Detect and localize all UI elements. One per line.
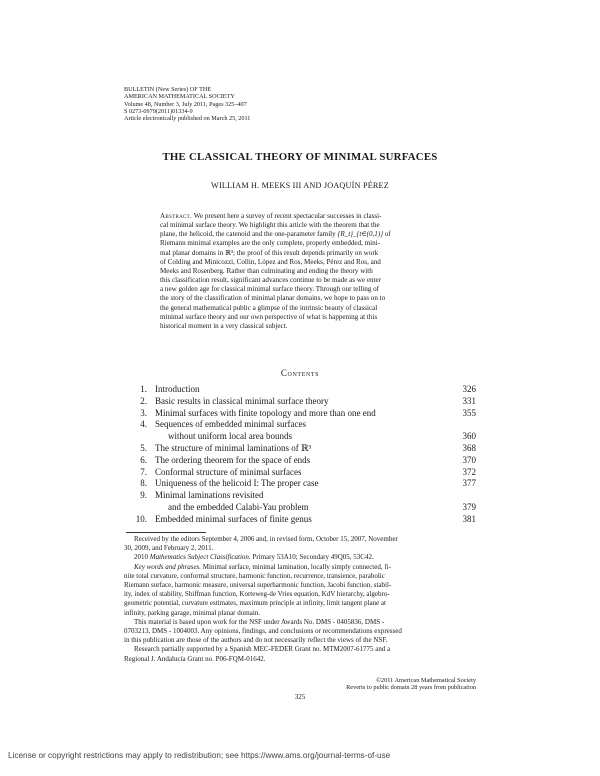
toc-entry-5[interactable] [126,443,476,455]
note-line: Riemann surface, harmonic measure, universal superharmonic function, Jacobi function, stabil- [124,581,392,590]
footnote-divider [126,532,206,533]
journal-series: BULLETIN (New Series) OF THE [124,86,212,93]
toc-entry-9[interactable] [126,490,476,502]
toc-number: 5. [140,442,147,453]
abstract-line: the story of the classification of minimal planar domains, we hope to pass on to [160,294,386,303]
keywords-note [124,563,476,618]
paper-authors: WILLIAM H. MEEKS III AND JOAQUÍN PÉREZ [211,181,389,190]
journal-header [124,86,424,122]
note-line: Minimal surface, minimal lamination, locally simply connected, fi- [202,562,391,571]
abstract-line: mal planar domains in ℝ³; the proof of this result depends primarily on work [160,248,379,257]
toc-title: Embedded minimal surfaces of finite genus [155,513,312,524]
toc-number: 2. [140,395,147,406]
toc-page: 372 [462,466,476,477]
abstract [160,212,444,331]
toc-title: Sequences of embedded minimal surfaces [155,419,306,430]
nsf-note [124,618,476,646]
msc-label: Mathematics Subject Classification. [149,553,251,562]
contents-heading: Contents [280,368,320,378]
note-line: Regional J. Andalucía Grant no. P06-FQM-01642. [124,654,266,663]
copyright-notice [346,677,476,692]
note-line: Research partially supported by a Spanish MEC-FEDER Grant no. MTM2007-61775 and a [134,645,391,654]
toc-entry-7[interactable] [126,467,476,479]
table-of-contents [126,384,476,526]
license-footer[interactable]: License or copyright restrictions may apply to redistribution; see https://www.ams.org/journal-terms-of-use [8,751,391,760]
abstract-line: Meeks and Rosenberg. Rather than culminating and ending the theory with [160,266,373,275]
toc-number: 4. [140,419,147,430]
research-note [124,645,476,663]
abstract-line: a new golden age for classical minimal surface theory. Through our telling of [160,285,380,294]
toc-entry-10[interactable] [126,514,476,526]
abstract-line: Riemann minimal examples are the only complete, properly embedded, mini- [160,239,381,248]
abstract-line: plane, the helicoid, the catenoid and the one-parameter family [160,230,336,239]
toc-title: Minimal surfaces with finite topology and more than one end [155,407,376,418]
abstract-line: historical moment in a very classical subject. [160,321,288,330]
note-line: infinity, parking garage, minimal planar domain. [124,608,261,617]
note-line: nite total curvature, conformal structure, harmonic function, recurrence, transience, parabolic [124,571,385,580]
toc-title-continued: without uniform local area bounds [168,431,292,442]
toc-title: Conformal structure of minimal surfaces [155,466,302,477]
abstract-line: the general mathematical public a glimpse of the intrinsic beauty of classical [160,303,378,312]
toc-number: 1. [140,384,147,394]
toc-number: 3. [140,407,147,418]
toc-page: 326 [462,384,476,394]
toc-entry-6[interactable] [126,455,476,467]
note-line: Received by the editors September 4, 2006 and, in revised form, October 15, 2007, November [134,535,398,543]
toc-entry-4-cont[interactable] [126,431,476,443]
toc-page: 368 [462,442,476,453]
toc-title: The structure of minimal laminations of ℝ³ [155,442,312,453]
paper-title: THE CLASSICAL THEORY OF MINIMAL SURFACES [162,151,438,163]
abstract-line: of [384,230,391,239]
toc-entry-1[interactable] [126,384,476,396]
note-line: 30, 2009, and February 2, 2011. [124,544,214,553]
keywords-label: Key words and phrases. [134,562,202,571]
note-line: geometric potential, curvature estimates, maximum principle at infinity, limit tangent plane at [124,599,386,608]
publication-date: Article electronically published on March 25, 2011 [124,115,251,123]
page-number: 325 [294,693,306,701]
toc-page: 370 [462,454,476,465]
toc-page: 377 [462,478,476,489]
toc-page: 355 [462,407,476,418]
abstract-label: Abstract. [160,212,193,220]
abstract-line: of Colding and Minicozzi, Collin, López and Ros, Meeks, Pérez and Ros, and [160,257,381,266]
riemann-family-symbol: {R_t}_{t∈(0,1)} [337,230,384,239]
toc-page: 381 [462,513,476,524]
journal-issn: S 0273-0979(2011)01334-9 [124,107,193,115]
msc-year: 2010 [134,553,148,562]
note-line: in this publication are those of the authors and do not necessarily reflect the views of the NSF. [124,636,388,645]
toc-title: Uniqueness of the helicoid I: The proper case [155,478,319,489]
abstract-line: cal minimal surface theory. We highlight this article with the theorem that the [160,221,380,230]
toc-title: The ordering theorem for the space of ends [155,454,311,465]
received-note [124,535,476,553]
journal-volume: Volume 48, Number 3, July 2011, Pages 325–407 [124,100,247,108]
toc-page: 360 [462,431,476,442]
toc-page: 379 [462,501,476,512]
public-domain-line: Reverts to public domain 28 years from publication [346,684,476,692]
copyright-line: ©2011 American Mathematical Society [376,677,476,684]
toc-number: 9. [140,490,147,501]
toc-entry-3[interactable] [126,408,476,420]
toc-number: 7. [140,466,147,477]
toc-entry-4[interactable] [126,419,476,431]
abstract-line: minimal surface theory and our own perspective of what is happening at this [160,312,378,321]
toc-entry-2[interactable] [126,396,476,408]
journal-name: AMERICAN MATHEMATICAL SOCIETY [124,93,235,101]
toc-entry-9-cont[interactable] [126,502,476,514]
footnotes [124,535,476,664]
msc-note [124,553,476,562]
toc-number: 6. [140,454,147,465]
toc-title-continued: and the embedded Calabi-Yau problem [168,501,309,512]
note-line: This material is based upon work for the NSF under Awards No. DMS - 0405836, DMS - [134,617,385,626]
abstract-line: We present here a survey of recent spectacular successes in classi- [193,212,382,220]
toc-number: 10. [135,513,147,524]
note-line: ity, index of stability, Shiffman function, Korteweg-de Vries equation, KdV hierarchy, algebro- [124,590,390,599]
msc-value: Primary 53A10; Secondary 49Q05, 53C42. [252,553,374,562]
toc-number: 8. [140,478,147,489]
abstract-line: this classification result, significant advances continue to be made as we enter [160,276,382,285]
toc-title: Minimal laminations revisited [155,490,264,501]
toc-title: Introduction [155,384,200,394]
toc-page: 331 [462,395,476,406]
toc-title: Basic results in classical minimal surface theory [155,395,329,406]
note-line: 0703213, DMS - 1004003. Any opinions, findings, and conclusions or recommendations expressed [124,627,402,636]
toc-entry-8[interactable] [126,478,476,490]
